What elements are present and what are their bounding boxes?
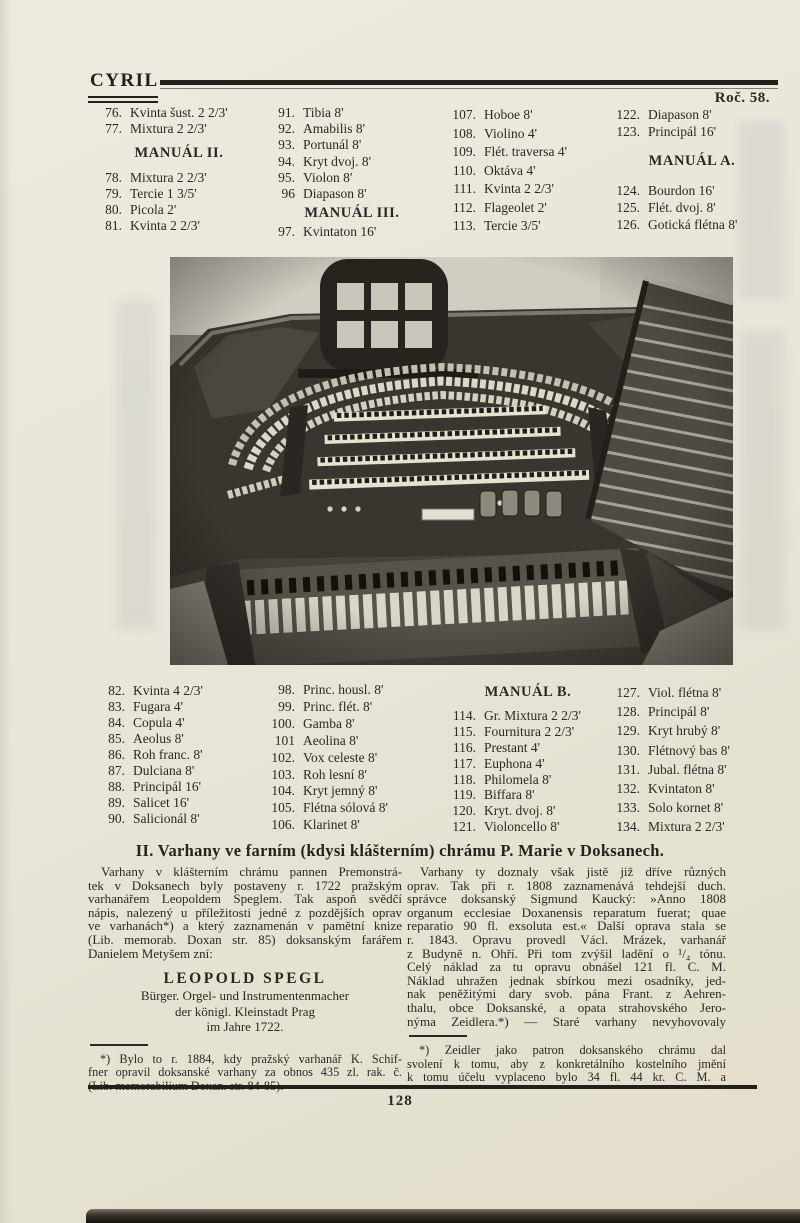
stop-number: 79.: [105, 186, 122, 201]
stop-number: 126.: [616, 217, 640, 233]
stop-name: Vox celeste 8': [303, 749, 378, 765]
inscription-line: Bürger. Orgel- und Instrumentenmacher: [140, 988, 350, 1004]
stop-name: Mixtura 2 2/3': [130, 170, 207, 185]
stop-list-entry: [606, 702, 778, 721]
stop-number: 102.: [271, 749, 295, 765]
stop-number: 119.: [452, 787, 476, 803]
stop-number: 103.: [271, 766, 295, 782]
stop-number: 133.: [616, 800, 640, 816]
stop-name: Kvinta 2 2/3': [484, 181, 554, 196]
stop-name: Flétnový bas 8': [648, 742, 730, 758]
stop-number: 109.: [452, 144, 476, 159]
text-line: Náklad uhražen jednak sbírkou mezi osadníky, jed-: [407, 972, 726, 988]
stop-list-entry: [266, 137, 438, 153]
text-line: *) Bylo to r. 1884, kdy pražský varhanář K. Schif-: [100, 1051, 402, 1066]
stop-list-entry: [606, 798, 778, 817]
stop-list-entry: [93, 105, 265, 121]
stop-list-entry: [442, 143, 614, 162]
stop-list-entry: [93, 186, 265, 202]
stop-number: 95.: [278, 169, 295, 185]
stop-list-entry: [266, 699, 438, 716]
text-line: *) Zeidler jako patron doksanského chrámu dal: [419, 1043, 726, 1058]
scan-shadow-band: [86, 1209, 800, 1223]
stop-number: 105.: [271, 800, 295, 816]
stop-list-entry: [442, 199, 614, 218]
stop-name: MANUÁL B.: [484, 684, 572, 700]
stop-name: Kvinta 4 2/3': [133, 683, 203, 698]
stop-name: Viol. flétna 8': [648, 685, 722, 700]
stop-list-entry: [606, 817, 778, 836]
stop-number: 96: [281, 186, 295, 202]
paragraph: [407, 865, 726, 1028]
footnote-separator: [409, 1035, 467, 1037]
stop-list-entry: [96, 747, 268, 763]
stop-name: Oktáva 4': [484, 162, 536, 178]
stop-name: Tercie 1 3/5': [130, 186, 197, 201]
stop-number: 115.: [452, 723, 476, 739]
article-right-column: [407, 865, 726, 1084]
stop-number: 112.: [452, 199, 476, 215]
stop-list-entry: [266, 154, 438, 170]
stop-name: Princ. flét. 8': [303, 698, 373, 714]
stop-list-entry: [96, 699, 268, 715]
stop-list-entry: [442, 106, 614, 125]
text-line: varhanářem Leopoldem Speglem. Tak aspoň svědčí: [88, 891, 402, 907]
stop-name: Kryt. dvoj. 8': [484, 803, 556, 819]
bleed-through-ghost: [740, 330, 785, 630]
stop-number: 118.: [452, 771, 476, 787]
stop-list-entry: [266, 224, 438, 240]
stop-number: 78.: [105, 170, 122, 185]
footer-rule: [88, 1085, 757, 1089]
stop-number: 134.: [616, 819, 640, 835]
stop-name: Aeolina 8': [303, 732, 359, 748]
text-line: organum ecclesiae Doxanensis reparatum fuerat; quae: [407, 904, 726, 920]
journal-underline-2: [88, 101, 158, 103]
stop-name: Kvinta šust. 2 2/3': [130, 105, 228, 120]
stop-name: Tercie 3/5': [484, 218, 541, 233]
stop-name: MANUÁL A.: [648, 153, 736, 170]
stop-list-entry: [93, 121, 265, 137]
stop-name: Fournitura 2 2/3': [484, 723, 575, 739]
stop-name: Dulciana 8': [133, 763, 195, 778]
stop-number: 80.: [105, 202, 122, 217]
text-line: k tomu účelu vyplaceno bylo 34 fl. 44 kr. C. M. a: [407, 1069, 726, 1084]
stop-name: Picola 2': [130, 202, 177, 217]
text-line: ve varhanách*) a který zaznamenán v pamětní knize: [88, 918, 402, 934]
stop-list-entry: [442, 787, 614, 803]
stop-name: Roh lesní 8': [303, 766, 367, 782]
journal-underline: [88, 96, 158, 98]
stop-name: Copula 4': [133, 715, 185, 730]
stop-name: Kryt dvoj. 8': [303, 153, 372, 169]
stop-name: Diapason 8': [303, 186, 367, 202]
article-left-column: [88, 865, 402, 1093]
stop-list-entry: [442, 685, 614, 701]
stop-number: 99.: [278, 698, 295, 714]
text-line: tek v Doksanech byly postaveny r. 1722 pražským: [88, 877, 402, 893]
stop-number: 116.: [452, 739, 476, 755]
stop-name: Solo kornet 8': [648, 800, 724, 816]
section-heading: II. Varhany ve farním (kdysi klášterním) chrámu P. Marie v Doksanech.: [135, 841, 665, 860]
stop-name: Philomela 8': [484, 771, 552, 787]
stop-list-entry: [266, 682, 438, 699]
text-line: reparatio 90 fl. exsoluta est.« Další oprava stala se: [407, 918, 726, 934]
text-line: Varhany ty doznaly však jistě již dříve různých: [420, 864, 726, 879]
stop-list-entry: [266, 767, 438, 784]
stop-list-entry: [606, 760, 778, 779]
stop-name: Biffara 8': [484, 787, 535, 803]
stop-name: Principál 8': [648, 704, 710, 720]
stop-list-entry: [93, 145, 265, 161]
stop-number: 130.: [616, 742, 640, 758]
text-line: Varhany v klášterním chrámu pannen Premonstrá-: [101, 864, 402, 879]
stop-number: 77.: [105, 121, 122, 136]
stop-number: 91.: [278, 105, 295, 120]
stop-number: 113.: [452, 218, 476, 233]
text-line: fner opravil doksanské varhany za obnos 435 zl. rak. č.: [88, 1065, 402, 1080]
text-line: r. 1843. Opravu provedl Václ. Mrázek, varhanář: [407, 931, 726, 947]
stop-number: 128.: [616, 704, 640, 720]
stop-name: Violoncello 8': [484, 819, 560, 835]
stop-name: Kvintaton 16': [303, 224, 377, 240]
stop-name: Fugara 4': [133, 699, 184, 714]
stop-number: 84.: [108, 715, 125, 730]
stop-list-entry: [266, 733, 438, 750]
stop-number: 100.: [271, 715, 295, 731]
text-line: svolení k tomu, aby z konkretálního kostelního jmění: [407, 1056, 726, 1071]
stop-number: 101: [274, 732, 295, 748]
stop-name: Kryt jemný 8': [303, 783, 378, 799]
stop-list-entry: [266, 716, 438, 733]
stop-list-entry: [93, 170, 265, 186]
stop-name: Flét. dvoj. 8': [648, 199, 716, 215]
stop-number: 93.: [278, 137, 295, 153]
inscription-line: im Jahre 1722.: [206, 1019, 284, 1035]
stop-number: 90.: [108, 811, 125, 826]
stop-number: 88.: [108, 779, 125, 794]
stop-name: Princ. housl. 8': [303, 682, 384, 697]
stop-name: Hoboe 8': [484, 107, 533, 122]
text-line: z Budyně n. Ohří. Při tom zvýšil ladění o ¹/₄ tónu.: [407, 945, 726, 961]
stop-number: 120.: [452, 803, 476, 819]
stop-number: 114.: [452, 707, 476, 723]
stop-name: Euphona 4': [484, 755, 545, 771]
stop-name: Roh franc. 8': [133, 747, 203, 762]
stop-name: Principál 16': [133, 779, 202, 794]
stop-list-entry: [606, 741, 778, 760]
stop-name: Diapason 8': [648, 107, 712, 122]
stop-name: Violon 8': [303, 169, 353, 185]
stop-list-entry: [96, 731, 268, 747]
stop-name: Flét. traversa 4': [484, 144, 568, 159]
stop-number: 110.: [452, 162, 476, 178]
stop-name: Gamba 8': [303, 715, 355, 731]
stop-number: 108.: [452, 125, 476, 141]
header-rule: [160, 80, 778, 85]
stop-number: 127.: [616, 685, 640, 700]
stop-list-entry: [266, 186, 438, 202]
stop-list-entry: [442, 217, 614, 236]
stop-list-entry: [266, 817, 438, 834]
text-line: Celý náklad za tu opravu obnášel 121 fl. C. M.: [407, 959, 726, 975]
stop-name: Flétna sólová 8': [303, 800, 388, 816]
stop-name: Principál 16': [648, 124, 717, 140]
paper-edge-shading: [0, 0, 12, 1223]
header-rule-thin: [160, 88, 778, 89]
issue-label: Roč. 58.: [714, 90, 770, 106]
stop-list-entry: [266, 170, 438, 186]
bleed-through-ghost: [738, 120, 786, 300]
inscription-name: LEOPOLD SPEGL: [163, 970, 327, 988]
stop-number: 85.: [108, 731, 125, 746]
footnote-separator: [90, 1044, 148, 1046]
text-line: správce doksanský Sigmund Kaucký: »Anno 1808: [407, 891, 726, 907]
stop-list-entry: [606, 779, 778, 798]
stop-list-bottom-col3: [442, 684, 614, 835]
stop-list-bottom-col4: [606, 683, 778, 837]
stop-number: 107.: [452, 107, 476, 122]
stop-number: 76.: [105, 105, 122, 120]
text-line: Danielem Metyšem zní:: [88, 945, 213, 961]
stop-name: Tibia 8': [303, 105, 344, 120]
stop-name: Jubal. flétna 8': [648, 761, 727, 777]
stop-number: 83.: [108, 699, 125, 714]
stop-number: 89.: [108, 795, 125, 810]
stop-name: Mixtura 2 2/3': [130, 121, 207, 136]
stop-list-top-col1: [93, 105, 265, 234]
text-line: nak peněžitými dary svob. pána Frant. z Aehren-: [407, 986, 726, 1002]
stop-name: Gotická flétna 8': [648, 217, 738, 233]
stop-list-top-col3: [442, 106, 614, 236]
stop-number: 104.: [271, 783, 295, 799]
stop-number: 122.: [616, 107, 640, 122]
stop-number: 123.: [616, 124, 640, 140]
stop-list-entry: [266, 205, 438, 221]
text-line: nýma Zeidlera.*) — Staré varhany nevyhovovaly: [407, 1013, 726, 1029]
text-line: (Lib. memorab. Doxan str. 85) doksanským farářem: [88, 931, 402, 947]
stop-list-entry: [93, 218, 265, 234]
bleed-through-ghost: [116, 300, 156, 630]
stop-name: Klarinet 8': [303, 817, 360, 833]
stop-number: 125.: [616, 199, 640, 215]
stop-number: 81.: [105, 218, 122, 233]
stop-list-top-col2: [266, 105, 438, 241]
stop-number: 132.: [616, 781, 640, 797]
stop-name: Mixtura 2 2/3': [648, 819, 725, 835]
stop-number: 97.: [278, 224, 295, 240]
stop-number: 117.: [452, 755, 476, 771]
stop-list-entry: [266, 800, 438, 817]
stop-list-entry: [442, 162, 614, 181]
stop-name: Salicet 16': [133, 795, 190, 810]
stop-list-entry: [442, 803, 614, 819]
stop-list-entry: [96, 795, 268, 811]
stop-name: Portunál 8': [303, 137, 362, 153]
stop-list-entry: [442, 708, 614, 724]
stop-list-entry: [96, 683, 268, 699]
stop-name: Kryt hrubý 8': [648, 723, 721, 739]
stop-number: 82.: [108, 683, 125, 698]
paragraph: [88, 865, 402, 960]
stop-number: 121.: [452, 819, 476, 835]
stop-number: 87.: [108, 763, 125, 778]
stop-number: 131.: [616, 761, 640, 777]
stop-list-entry: [266, 783, 438, 800]
stop-name: MANUÁL II.: [134, 145, 224, 161]
stop-list-bottom-col2: [266, 682, 438, 834]
stop-list-entry: [96, 715, 268, 731]
stop-number: 92.: [278, 121, 295, 137]
stop-number: 129.: [616, 723, 640, 739]
organ-console-photo: [170, 257, 733, 665]
stop-name: Bourdon 16': [648, 182, 715, 198]
stop-name: Salicionál 8': [133, 811, 200, 826]
stop-name: Kvinta 2 2/3': [130, 218, 200, 233]
stop-list-entry: [442, 724, 614, 740]
stop-list-entry: [96, 779, 268, 795]
stop-name: Prestant 4': [484, 739, 541, 755]
stop-number: 111.: [453, 181, 476, 196]
page-number: 128: [387, 1093, 413, 1109]
stop-name: Violino 4': [484, 125, 537, 141]
stop-list-entry: [606, 721, 778, 740]
stop-name: Gr. Mixtura 2 2/3': [484, 707, 581, 723]
stop-name: Aeolus 8': [133, 731, 184, 746]
text-line: thalu, obce Doksanské, a opata strahovského Jero-: [407, 999, 726, 1015]
stop-number: 106.: [271, 817, 295, 833]
stop-list-entry: [606, 683, 778, 702]
stop-number: 124.: [616, 182, 640, 198]
stop-list-entry: [442, 125, 614, 144]
stop-name: Kvintaton 8': [648, 781, 715, 797]
stop-list-bottom-col1: [96, 683, 268, 827]
stop-list-entry: [266, 121, 438, 137]
stop-list-entry: [266, 105, 438, 121]
stop-name: MANUÁL III.: [304, 205, 400, 222]
stop-list-entry: [442, 180, 614, 199]
text-line: oprav. Tak při r. 1808 zaznamenává tehdejší duch.: [407, 877, 726, 893]
text-line: nápis, nalezený u příležitosti jedné z pozdějších oprav: [88, 904, 402, 920]
stop-list-entry: [442, 772, 614, 788]
stop-list-entry: [266, 750, 438, 767]
stop-name: Amabilis 8': [303, 121, 366, 137]
stop-list-entry: [96, 763, 268, 779]
footnote: [407, 1044, 726, 1084]
inscription-block: [88, 969, 402, 1035]
journal-title: CYRIL: [90, 70, 159, 91]
stop-number: 98.: [278, 682, 295, 697]
inscription-line: der königl. Kleinstadt Prag: [174, 1003, 316, 1019]
stop-number: 94.: [278, 153, 295, 169]
stop-list-entry: [442, 756, 614, 772]
stop-number: 86.: [108, 747, 125, 762]
stop-list-entry: [442, 819, 614, 835]
stop-list-entry: [96, 811, 268, 827]
stop-list-entry: [442, 740, 614, 756]
stop-list-entry: [93, 202, 265, 218]
stop-name: Flageolet 2': [484, 199, 547, 215]
